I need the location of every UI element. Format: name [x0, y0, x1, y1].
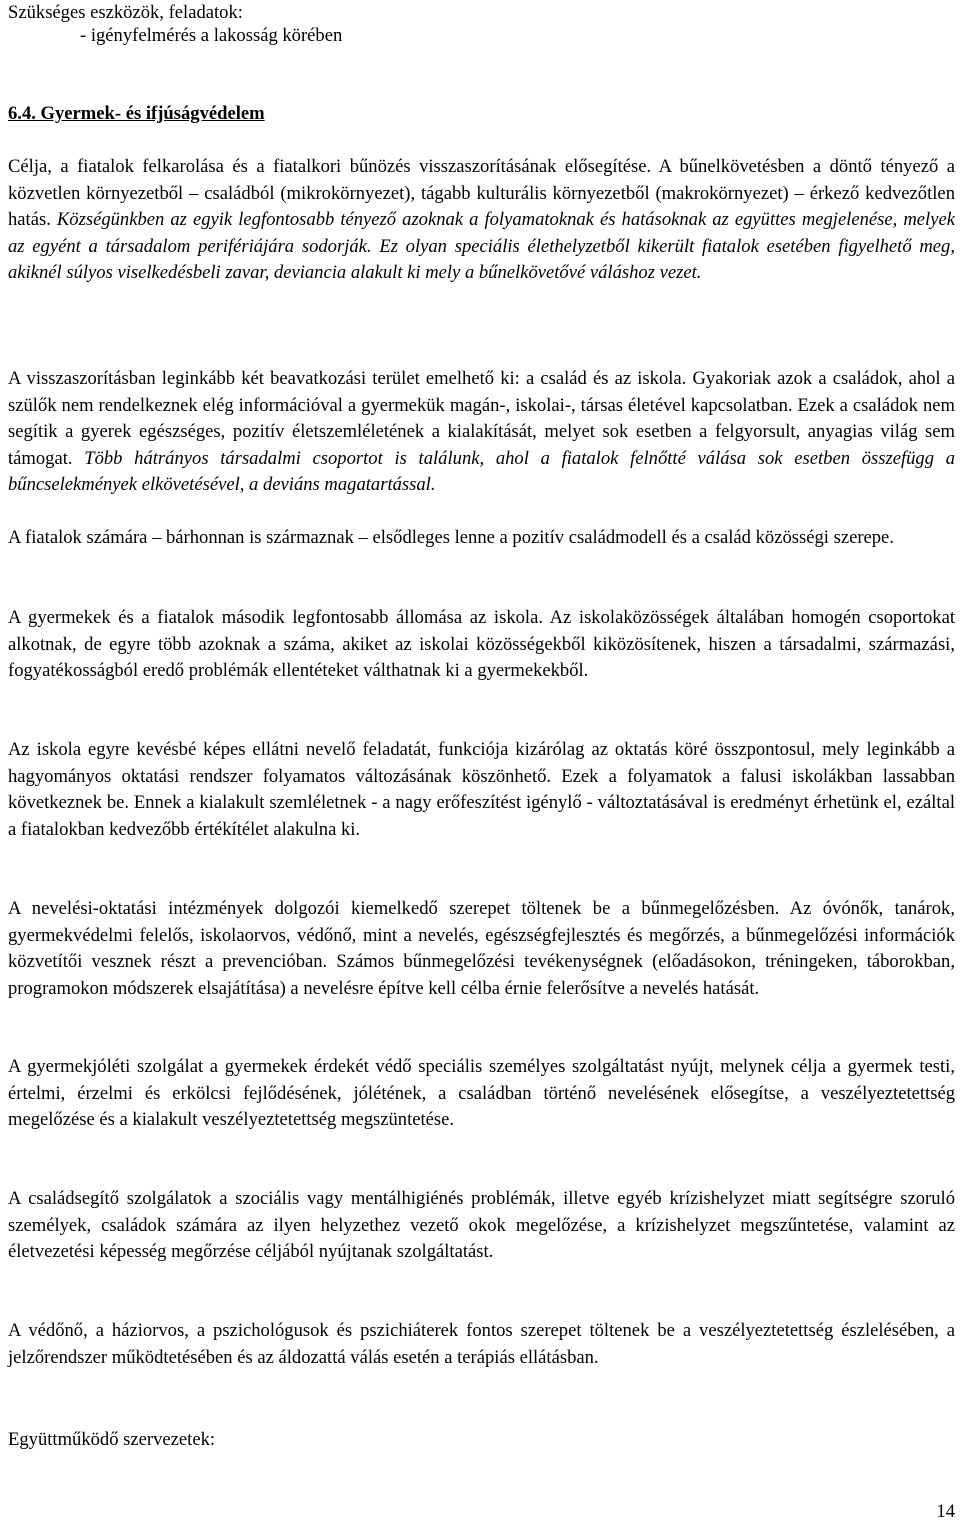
closing-line: Együttműködő szervezetek: [8, 1429, 216, 1450]
paragraph-6 [8, 896, 955, 1002]
p9-text: A védőnő, a háziorvos, a pszichológusok és pszichiáterek fontos szerepet töltenek be a veszélyeztetettség észlelésében, a jelzőrendszer működtetésében és az áldozattá válás esetén a terápiás ellátásban. [8, 1320, 955, 1368]
section-heading: 6.4. Gyermek- és ifjúságvédelem [8, 103, 265, 124]
intro-line-2: - igényfelmérés a lakosság körében [80, 25, 343, 46]
paragraph-4 [8, 605, 955, 685]
paragraph-2 [8, 366, 955, 499]
p5-text: Az iskola egyre kevésbé képes ellátni nevelő feladatát, funkciója kizárólag az oktatás köré összpontosul, mely leginkább a hagyományos oktatási rendszer folyamatos változásának köszönhető. Ezek a folyamatok a falusi iskolákban lassabban következnek be. Ennek a kialakult szemléletnek - a nagy erőfeszítést igénylő - változtatásával is eredményt érhetünk el, ezáltal a fiatalokban kedvezőbb értékítélet alakulna ki. [8, 739, 955, 840]
p2-text: A visszaszorításban leginkább két beavatkozási terület emelhető ki: a család és az iskola. Gyakoriak azok a családok, ahol a szülők nem rendelkeznek elég információval a gyermekük magán-, iskolai-, társas életével kapcsolatban. Ezek a családok nem segítik a gyerek egészséges, pozitív életszemléletének a kialakítását, melyet sok esetben a felgyorsult, anyagias világ sem támogat. [8, 368, 955, 469]
paragraph-3 [8, 525, 955, 552]
p3-text: A fiatalok számára – bárhonnan is származnak – elsődleges lenne a pozitív családmodell és a család közösségi szerepe. [8, 527, 894, 548]
paragraph-7 [8, 1054, 955, 1134]
p6-text: A nevelési-oktatási intézmények dolgozói kiemelkedő szerepet töltenek be a bűnmegelőzésben. Az óvónők, tanárok, gyermekvédelmi felelős, iskolaorvos, védőnő, mint a nevelés, egészségfejlesztés és megőrzés, a bűnmegelőzési információk közvetítői vesznek részt a prevencióban. Számos bűnmegelőzési tevékenységnek (előadásokon, tréningeken, táborokban, programokon módszerek elsajátítása) a nevelésre építve kell célba érnie felerősítve a nevelés hatását. [8, 898, 955, 999]
p4-text: A gyermekek és a fiatalok második legfontosabb állomása az iskola. Az iskolaközösségek általában homogén csoportokat alkotnak, de egyre több azoknak a száma, akiket az iskolai közösségekből kiközösítenek, hiszen a társadalmi, származási, fogyatékosságból eredő problémák ellentéteket válthatnak ki a gyermekekből. [8, 607, 955, 682]
p8-text: A családsegítő szolgálatok a szociális vagy mentálhigiénés problémák, illetve egyéb krízishelyzet miatt segítségre szoruló személyek, családok számára az ilyen helyzethez vezető okok megelőzése, a krízishelyzet megszűntetése, valamint az életvezetési képesség megőrzése céljából nyújtanak szolgáltatást. [8, 1188, 955, 1263]
p2-italic-text: Több hátrányos társadalmi csoportot is találunk, ahol a fiatalok felnőtté válása sok esetben összefügg a bűncselekmények elkövetésével, a deviáns magatartással. [8, 447, 955, 496]
p1-italic-text: Községünkben az egyik legfontosabb tényező azoknak a folyamatoknak és hatásoknak az együttes megjelenése, melyek az egyént a társadalom perifériájára sodorják. Ez olyan speciális élethelyzetből kikerült fiatalok esetében figyelhető meg, akiknél súlyos viselkedésbeli zavar, deviancia alakult ki mely a bűnelkövetővé váláshoz vezet. [8, 209, 955, 284]
page-number: 14 [936, 1501, 955, 1522]
intro-line-1: Szükséges eszközök, feladatok: [8, 2, 243, 23]
paragraph-9 [8, 1318, 955, 1371]
p1-text: Célja, a fiatalok felkarolása és a fiatalkori bűnözés visszaszorításának elősegítése. A bűnelkövetésben a döntő tényező a közvetlen környezetből – családból (mikrokörnyezet), tágabb kulturális környezetből (makrokörnyezet) – érkező kedvezőtlen hatás. [8, 156, 955, 231]
paragraph-5 [8, 737, 955, 843]
p7-text: A gyermekjóléti szolgálat a gyermekek érdekét védő speciális személyes szolgáltatást nyújt, melynek célja a gyermek testi, értelmi, érzelmi és erkölcsi fejlődésének, jólétének, a családban történő nevelésének elősegítse, a veszélyeztetettség megelőzése és a kialakult veszélyeztetettség megszüntetése. [8, 1056, 955, 1131]
paragraph-8 [8, 1186, 955, 1266]
paragraph-1 [8, 154, 955, 287]
